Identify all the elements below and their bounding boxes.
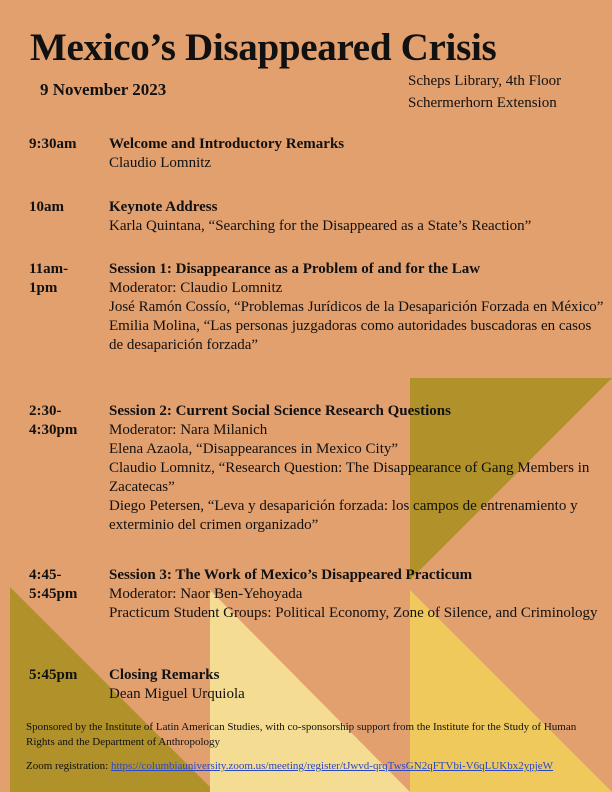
agenda-time bbox=[29, 135, 104, 154]
agenda-time-line: 1pm bbox=[29, 280, 58, 296]
agenda-details bbox=[109, 666, 609, 704]
agenda-time-line: 5:45pm bbox=[29, 586, 78, 602]
page-title: Mexico’s Disappeared Crisis bbox=[30, 26, 497, 69]
sponsor-note: Sponsored by the Institute of Latin American Studies, with co-sponsorship support from the Institute for the Study of Human Rights and the Department of Anthropology bbox=[26, 721, 577, 748]
agenda-title: Welcome and Introductory Remarks bbox=[109, 136, 345, 152]
agenda-title: Session 3: The Work of Mexico’s Disappeared Practicum bbox=[109, 567, 473, 583]
agenda-time-line: 5:45pm bbox=[29, 667, 78, 683]
agenda-time bbox=[29, 260, 104, 298]
agenda-time bbox=[29, 198, 104, 217]
zoom-registration bbox=[26, 759, 606, 774]
agenda-title: Session 2: Current Social Science Research Questions bbox=[109, 403, 451, 419]
agenda-line: Diego Petersen, “Leva y desaparición forzada: los campos de entrenamiento y exterminio del crimen organizado” bbox=[109, 498, 578, 533]
agenda-line: José Ramón Cossío, “Problemas Jurídicos de la Desaparición Forzada en México” bbox=[109, 299, 604, 315]
agenda-time-line: 10am bbox=[29, 199, 64, 215]
agenda-time-line: 4:45- bbox=[29, 567, 62, 583]
event-date: 9 November 2023 bbox=[40, 80, 167, 99]
agenda-line: Emilia Molina, “Las personas juzgadoras como autoridades buscadoras en casos de desaparición forzada” bbox=[109, 318, 592, 353]
agenda-line: Dean Miguel Urquiola bbox=[109, 686, 245, 702]
venue-line-1: Scheps Library, 4th Floor bbox=[408, 73, 562, 89]
agenda-line: Karla Quintana, “Searching for the Disappeared as a State’s Reaction” bbox=[109, 218, 532, 234]
agenda-line: Claudio Lomnitz, “Research Question: The Disappearance of Gang Members in Zacatecas” bbox=[109, 460, 590, 495]
agenda-line: Elena Azaola, “Disappearances in Mexico City” bbox=[109, 441, 399, 457]
zoom-label: Zoom registration: bbox=[26, 760, 111, 772]
agenda-title: Keynote Address bbox=[109, 199, 218, 215]
agenda-line: Claudio Lomnitz bbox=[109, 155, 212, 171]
agenda-line: Moderator: Claudio Lomnitz bbox=[109, 280, 283, 296]
agenda-details bbox=[109, 566, 609, 623]
agenda-details bbox=[109, 198, 609, 236]
agenda-time bbox=[29, 402, 104, 440]
agenda-line: Moderator: Naor Ben-Yehoyada bbox=[109, 586, 303, 602]
agenda-title: Session 1: Disappearance as a Problem of and for the Law bbox=[109, 261, 481, 277]
agenda-time-line: 9:30am bbox=[29, 136, 77, 152]
agenda-details bbox=[109, 402, 609, 535]
agenda-time-line: 4:30pm bbox=[29, 422, 78, 438]
agenda-line: Practicum Student Groups: Political Economy, Zone of Silence, and Criminology bbox=[109, 605, 598, 621]
agenda-title: Closing Remarks bbox=[109, 667, 220, 683]
agenda-details bbox=[109, 135, 609, 173]
zoom-registration-link[interactable]: https://columbiauniversity.zoom.us/meeting/register/tJwvd-qrqTwsGN2qFTVbi-V6qLUKbx2ypjeW bbox=[110, 760, 554, 772]
event-venue bbox=[408, 70, 561, 114]
agenda-time-line: 11am- bbox=[29, 261, 69, 277]
agenda-line: Moderator: Nara Milanich bbox=[109, 422, 268, 438]
agenda-details bbox=[109, 260, 609, 355]
agenda-time-line: 2:30- bbox=[29, 403, 62, 419]
agenda-time bbox=[29, 666, 104, 685]
venue-line-2: Schermerhorn Extension bbox=[408, 95, 557, 111]
agenda-time bbox=[29, 566, 104, 604]
